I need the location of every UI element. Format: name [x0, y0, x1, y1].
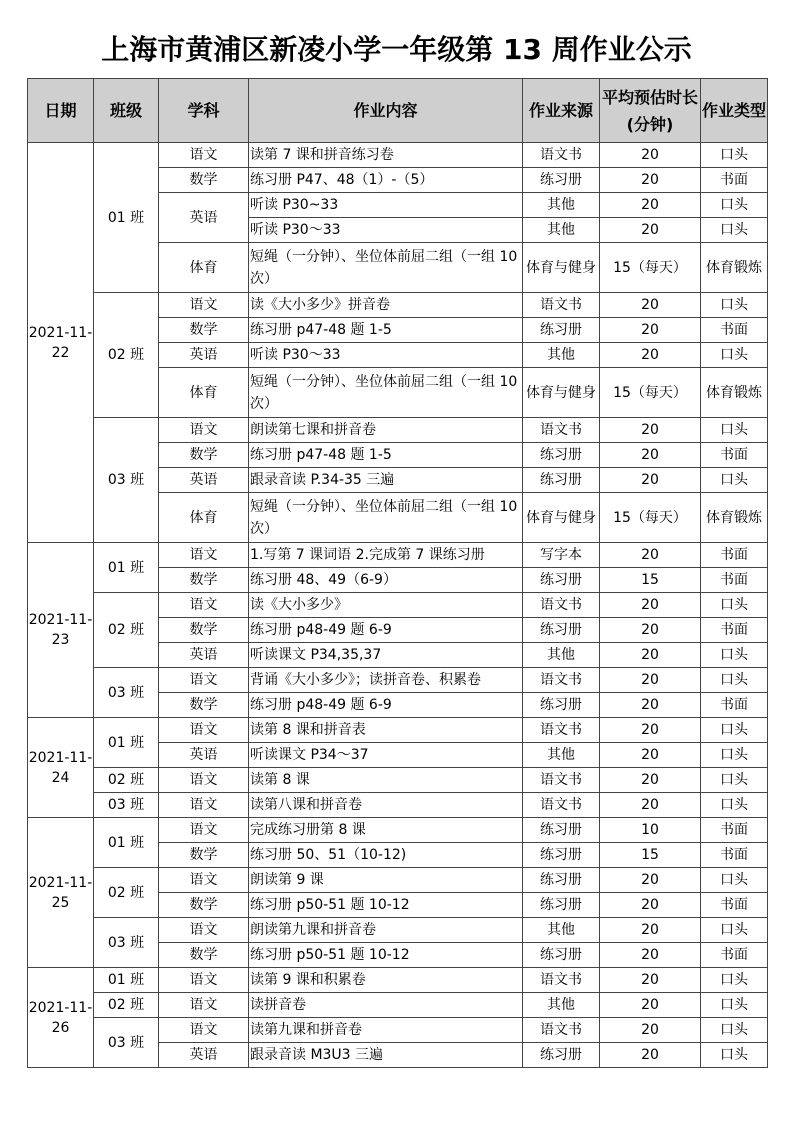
duration-cell: 20: [600, 443, 701, 468]
duration-cell: 15（每天）: [600, 243, 701, 293]
class-cell: 01 班: [94, 818, 159, 868]
subject-cell: 数学: [159, 318, 249, 343]
subject-cell: 英语: [159, 193, 249, 243]
source-cell: 语文书: [523, 968, 600, 993]
duration-cell: 20: [600, 193, 701, 218]
duration-cell: 20: [600, 618, 701, 643]
page-title: 上海市黄浦区新凌小学一年级第 13 周作业公示: [101, 33, 692, 66]
type-cell: 口头: [701, 343, 768, 368]
class-cell: 03 班: [94, 668, 159, 718]
duration-cell: 20: [600, 943, 701, 968]
header-source: 作业来源: [523, 79, 600, 143]
date-cell: 2021-11-24: [28, 718, 94, 818]
source-cell: 练习册: [523, 443, 600, 468]
type-cell: 口头: [701, 768, 768, 793]
type-cell: 书面: [701, 843, 768, 868]
content-cell: 背诵《大小多少》；读拼音卷、积累卷: [249, 668, 523, 693]
type-cell: 书面: [701, 893, 768, 918]
type-cell: 口头: [701, 593, 768, 618]
type-cell: 口头: [701, 1018, 768, 1043]
type-cell: 口头: [701, 643, 768, 668]
table-row: [28, 818, 768, 843]
subject-cell: 数学: [159, 443, 249, 468]
source-cell: 其他: [523, 918, 600, 943]
class-cell: 02 班: [94, 993, 159, 1018]
duration-cell: 20: [600, 643, 701, 668]
type-cell: 口头: [701, 868, 768, 893]
table-row: [28, 918, 768, 943]
table-body: [28, 143, 768, 1068]
type-cell: 口头: [701, 993, 768, 1018]
class-cell: 01 班: [94, 718, 159, 768]
source-cell: 语文书: [523, 718, 600, 743]
subject-cell: 语文: [159, 818, 249, 843]
content-cell: 听读课文 P34,35,37: [249, 643, 523, 668]
type-cell: 口头: [701, 668, 768, 693]
source-cell: 语文书: [523, 593, 600, 618]
type-cell: 书面: [701, 943, 768, 968]
table-row: [28, 868, 768, 893]
content-cell: 练习册 p50-51 题 10-12: [249, 893, 523, 918]
header-date: 日期: [28, 79, 94, 143]
subject-cell: 体育: [159, 368, 249, 418]
duration-cell: 20: [600, 418, 701, 443]
source-cell: 练习册: [523, 868, 600, 893]
subject-cell: 语文: [159, 918, 249, 943]
subject-cell: 英语: [159, 643, 249, 668]
source-cell: 语文书: [523, 143, 600, 168]
content-cell: 听读 P30～33: [249, 218, 523, 243]
duration-cell: 10: [600, 818, 701, 843]
table-row: [28, 718, 768, 743]
subject-cell: 体育: [159, 243, 249, 293]
content-cell: 跟录音读 M3U3 三遍: [249, 1043, 523, 1068]
source-cell: 语文书: [523, 1018, 600, 1043]
content-cell: 读第九课和拼音卷: [249, 1018, 523, 1043]
subject-cell: 数学: [159, 693, 249, 718]
subject-cell: 语文: [159, 718, 249, 743]
duration-cell: 20: [600, 468, 701, 493]
duration-cell: 20: [600, 1043, 701, 1068]
source-cell: 其他: [523, 193, 600, 218]
class-cell: 02 班: [94, 868, 159, 918]
class-cell: 01 班: [94, 143, 159, 293]
content-cell: 练习册 p48-49 题 6-9: [249, 693, 523, 718]
table-row: [28, 968, 768, 993]
type-cell: 口头: [701, 293, 768, 318]
source-cell: 其他: [523, 743, 600, 768]
class-cell: 01 班: [94, 543, 159, 593]
type-cell: 口头: [701, 718, 768, 743]
type-cell: 口头: [701, 193, 768, 218]
table-row: [28, 418, 768, 443]
table-row: [28, 993, 768, 1018]
class-cell: 03 班: [94, 918, 159, 968]
duration-cell: 20: [600, 768, 701, 793]
table-row: [28, 1018, 768, 1043]
subject-cell: 语文: [159, 593, 249, 618]
source-cell: 练习册: [523, 318, 600, 343]
source-cell: 其他: [523, 343, 600, 368]
content-cell: 练习册 p47-48 题 1-5: [249, 443, 523, 468]
content-cell: 朗读第 9 课: [249, 868, 523, 893]
source-cell: 语文书: [523, 668, 600, 693]
type-cell: 书面: [701, 618, 768, 643]
type-cell: 口头: [701, 468, 768, 493]
duration-cell: 20: [600, 168, 701, 193]
subject-cell: 语文: [159, 993, 249, 1018]
source-cell: 其他: [523, 993, 600, 1018]
content-cell: 短绳（一分钟）、坐位体前屈二组（一组 10 次）: [249, 493, 523, 543]
table-row: [28, 768, 768, 793]
type-cell: 书面: [701, 818, 768, 843]
type-cell: 口头: [701, 143, 768, 168]
content-cell: 听读 P30~33: [249, 193, 523, 218]
type-cell: 书面: [701, 568, 768, 593]
content-cell: 读《大小多少》: [249, 593, 523, 618]
subject-cell: 语文: [159, 543, 249, 568]
duration-cell: 20: [600, 868, 701, 893]
subject-cell: 数学: [159, 168, 249, 193]
type-cell: 口头: [701, 418, 768, 443]
content-cell: 听读课文 P34～37: [249, 743, 523, 768]
content-cell: 练习册 p47-48 题 1-5: [249, 318, 523, 343]
subject-cell: 数学: [159, 843, 249, 868]
subject-cell: 英语: [159, 1043, 249, 1068]
type-cell: 口头: [701, 968, 768, 993]
duration-cell: 20: [600, 968, 701, 993]
content-cell: 练习册 48、49（6-9）: [249, 568, 523, 593]
source-cell: 语文书: [523, 768, 600, 793]
duration-cell: 20: [600, 343, 701, 368]
source-cell: 练习册: [523, 618, 600, 643]
type-cell: 口头: [701, 743, 768, 768]
duration-cell: 20: [600, 218, 701, 243]
source-cell: 练习册: [523, 468, 600, 493]
class-cell: 03 班: [94, 793, 159, 818]
source-cell: 练习册: [523, 1043, 600, 1068]
source-cell: 练习册: [523, 893, 600, 918]
type-cell: 书面: [701, 318, 768, 343]
content-cell: 读第八课和拼音卷: [249, 793, 523, 818]
subject-cell: 语文: [159, 418, 249, 443]
type-cell: 书面: [701, 543, 768, 568]
content-cell: 跟录音读 P.34-35 三遍: [249, 468, 523, 493]
type-cell: 体育锻炼: [701, 493, 768, 543]
type-cell: 体育锻炼: [701, 243, 768, 293]
class-cell: 02 班: [94, 768, 159, 793]
source-cell: 体育与健身: [523, 243, 600, 293]
class-cell: 01 班: [94, 968, 159, 993]
table-row: [28, 293, 768, 318]
subject-cell: 数学: [159, 568, 249, 593]
duration-cell: 15: [600, 843, 701, 868]
class-cell: 03 班: [94, 1018, 159, 1068]
type-cell: 书面: [701, 693, 768, 718]
content-cell: 朗读第七课和拼音卷: [249, 418, 523, 443]
content-cell: 完成练习册第 8 课: [249, 818, 523, 843]
content-cell: 练习册 50、51（10-12): [249, 843, 523, 868]
type-cell: 体育锻炼: [701, 368, 768, 418]
table-row: [28, 143, 768, 168]
duration-cell: 15（每天）: [600, 368, 701, 418]
duration-cell: 20: [600, 1018, 701, 1043]
source-cell: 练习册: [523, 843, 600, 868]
table-row: [28, 668, 768, 693]
type-cell: 口头: [701, 1043, 768, 1068]
content-cell: 读拼音卷: [249, 993, 523, 1018]
duration-cell: 20: [600, 718, 701, 743]
header-subject: 学科: [159, 79, 249, 143]
duration-cell: 15: [600, 568, 701, 593]
date-cell: 2021-11-23: [28, 543, 94, 718]
duration-cell: 20: [600, 993, 701, 1018]
subject-cell: 体育: [159, 493, 249, 543]
source-cell: 练习册: [523, 568, 600, 593]
content-cell: 短绳（一分钟）、坐位体前屈二组（一组 10 次）: [249, 368, 523, 418]
content-cell: 1.写第 7 课词语 2.完成第 7 课练习册: [249, 543, 523, 568]
content-cell: 练习册 p48-49 题 6-9: [249, 618, 523, 643]
subject-cell: 语文: [159, 868, 249, 893]
content-cell: 短绳（一分钟）、坐位体前屈二组（一组 10 次）: [249, 243, 523, 293]
source-cell: 体育与健身: [523, 368, 600, 418]
type-cell: 书面: [701, 443, 768, 468]
duration-cell: 20: [600, 143, 701, 168]
source-cell: 练习册: [523, 168, 600, 193]
subject-cell: 数学: [159, 618, 249, 643]
content-cell: 读《大小多少》拼音卷: [249, 293, 523, 318]
date-cell: 2021-11-22: [28, 143, 94, 543]
duration-cell: 20: [600, 593, 701, 618]
class-cell: 03 班: [94, 418, 159, 543]
table-row: [28, 793, 768, 818]
subject-cell: 语文: [159, 143, 249, 168]
table-row: [28, 593, 768, 618]
content-cell: 读第 8 课: [249, 768, 523, 793]
source-cell: 其他: [523, 643, 600, 668]
subject-cell: 英语: [159, 343, 249, 368]
duration-cell: 20: [600, 743, 701, 768]
duration-cell: 15（每天）: [600, 493, 701, 543]
source-cell: 语文书: [523, 793, 600, 818]
source-cell: 其他: [523, 218, 600, 243]
homework-table: [27, 78, 768, 1068]
header-class: 班级: [94, 79, 159, 143]
type-cell: 书面: [701, 168, 768, 193]
class-cell: 02 班: [94, 293, 159, 418]
header-row: [28, 79, 768, 143]
source-cell: 语文书: [523, 418, 600, 443]
content-cell: 练习册 P47、48（1）-（5）: [249, 168, 523, 193]
subject-cell: 语文: [159, 793, 249, 818]
date-cell: 2021-11-25: [28, 818, 94, 968]
subject-cell: 语文: [159, 968, 249, 993]
content-cell: 朗读第九课和拼音卷: [249, 918, 523, 943]
header-duration: 平均预估时长(分钟): [600, 79, 701, 143]
source-cell: 体育与健身: [523, 493, 600, 543]
duration-cell: 20: [600, 668, 701, 693]
subject-cell: 英语: [159, 468, 249, 493]
source-cell: 语文书: [523, 293, 600, 318]
subject-cell: 数学: [159, 893, 249, 918]
source-cell: 写字本: [523, 543, 600, 568]
source-cell: 练习册: [523, 693, 600, 718]
table-row: [28, 543, 768, 568]
source-cell: 练习册: [523, 943, 600, 968]
type-cell: 口头: [701, 218, 768, 243]
header-content: 作业内容: [249, 79, 523, 143]
duration-cell: 20: [600, 918, 701, 943]
header-type: 作业类型: [701, 79, 768, 143]
source-cell: 练习册: [523, 818, 600, 843]
subject-cell: 语文: [159, 768, 249, 793]
type-cell: 口头: [701, 918, 768, 943]
content-cell: 听读 P30～33: [249, 343, 523, 368]
type-cell: 口头: [701, 793, 768, 818]
duration-cell: 20: [600, 693, 701, 718]
content-cell: 读第 9 课和积累卷: [249, 968, 523, 993]
content-cell: 读第 8 课和拼音表: [249, 718, 523, 743]
duration-cell: 20: [600, 793, 701, 818]
duration-cell: 20: [600, 318, 701, 343]
content-cell: 练习册 p50-51 题 10-12: [249, 943, 523, 968]
date-cell: 2021-11-26: [28, 968, 94, 1068]
subject-cell: 语文: [159, 1018, 249, 1043]
duration-cell: 20: [600, 893, 701, 918]
duration-cell: 20: [600, 543, 701, 568]
subject-cell: 语文: [159, 668, 249, 693]
class-cell: 02 班: [94, 593, 159, 668]
subject-cell: 数学: [159, 943, 249, 968]
content-cell: 读第 7 课和拼音练习卷: [249, 143, 523, 168]
subject-cell: 语文: [159, 293, 249, 318]
duration-cell: 20: [600, 293, 701, 318]
subject-cell: 英语: [159, 743, 249, 768]
